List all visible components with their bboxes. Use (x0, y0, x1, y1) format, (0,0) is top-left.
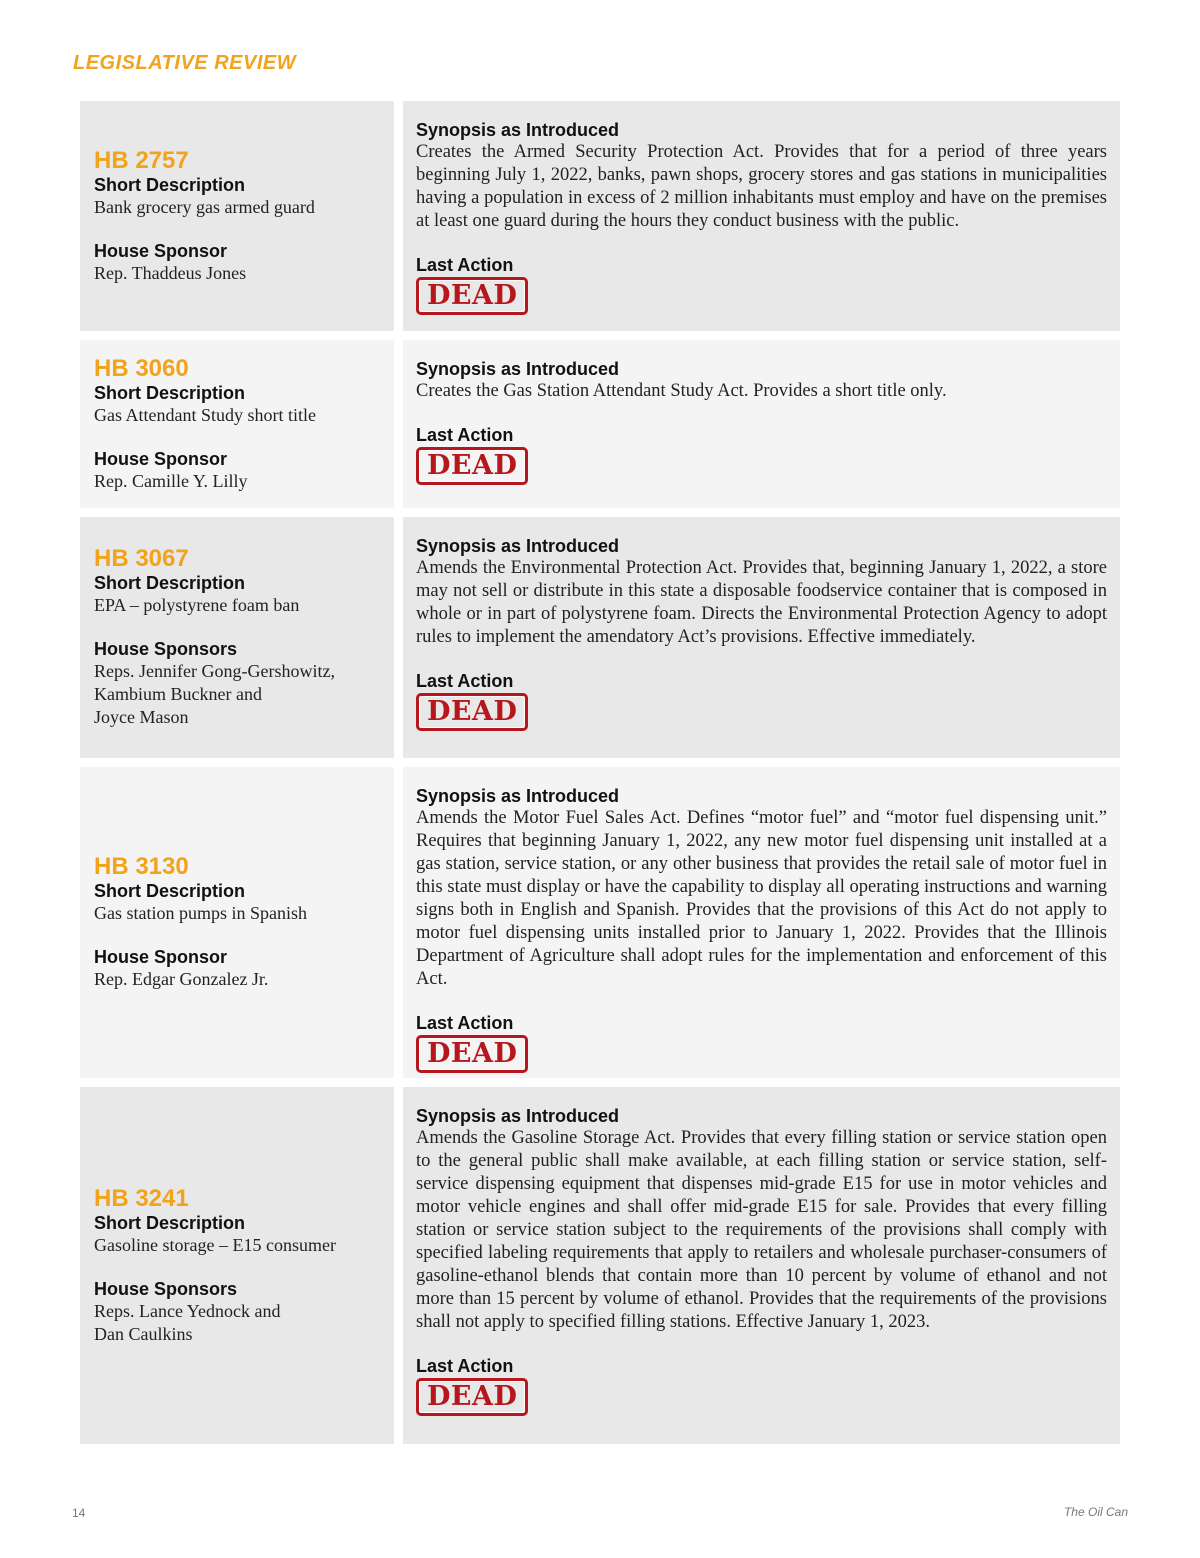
synopsis-text: Amends the Motor Fuel Sales Act. Defines “motor fuel” and “motor fuel dispensing unit.” Requires that beginning January 1, 2022, any new motor fuel dispensing unit installed at a gas station, service station, or any other business that provides the retail sale of motor fuel in this state must display or have the capability to display all operating instructions and warning signs both in English and Spanish. Provides that the provisions of this Act do not apply to motor fuel dispensing units installed prior to January 1, 2022. Provides that the Illinois Department of Agriculture shall adopt rules for the implementation and enforcement of this Act. (416, 808, 1107, 989)
last-action-label: Last Action (416, 1013, 514, 1033)
short-description-label: Short Description (94, 174, 246, 195)
sponsor-label: House Sponsors (94, 639, 238, 659)
bill-number: HB 3241 (94, 1184, 189, 1212)
bill-summary (80, 340, 394, 508)
last-action-label: Last Action (416, 425, 514, 445)
bill-number: HB 3067 (94, 545, 189, 572)
synopsis-label: Synopsis as Introduced (416, 359, 620, 379)
bill-row (80, 340, 1120, 508)
synopsis-label: Synopsis as Introduced (416, 1106, 620, 1126)
bill-row (80, 101, 1120, 331)
synopsis-text: Amends the Gasoline Storage Act. Provides that every filling station or service station open to the general public shall make available, at each filling station or service station, self-service dispensing equipment that dispenses mid-grade E15 for use in motor vehicles and motor vehicle engines and shall offer mid-grade E15 for sale. Provides that every filling station or service station subject to the requirements of the provisions shall comply with specified labeling requirements that apply to retailers and wholesale purchaser-consumers of gasoline-ethanol blends that contain more than 10 percent by volume of ethanol and not more than 15 percent by volume of ethanol. Provides that the requirements of the provisions shall not apply to specified filling stations. Effective January 1, 2023. (416, 1128, 1107, 1332)
bill-number: HB 3060 (94, 354, 189, 382)
page-number: 14 (72, 1506, 86, 1520)
short-description-label: Short Description (94, 573, 246, 593)
bill-summary (80, 101, 394, 331)
bill-details (403, 101, 1120, 331)
bill-number: HB 3130 (94, 853, 189, 880)
short-description-label: Short Description (94, 1212, 246, 1233)
sponsor-name: Rep. Camille Y. Lilly (94, 470, 248, 491)
short-description: Bank grocery gas armed guard (94, 196, 315, 217)
sponsor-label: House Sponsor (94, 240, 228, 261)
sponsor-name: Kambium Buckner and (94, 684, 262, 704)
bill-row (80, 767, 1120, 1078)
bill-details (403, 517, 1120, 758)
publication-name: The Oil Can (1063, 1505, 1128, 1519)
last-action-label: Last Action (416, 671, 514, 691)
bill-details (403, 1087, 1120, 1444)
short-description: Gas station pumps in Spanish (94, 903, 308, 923)
bill-details (403, 767, 1120, 1078)
sponsor-name: Joyce Mason (94, 707, 189, 727)
synopsis-label: Synopsis as Introduced (416, 120, 620, 140)
short-description: Gas Attendant Study short title (94, 404, 316, 425)
sponsor-name: Reps. Lance Yednock and (94, 1300, 281, 1321)
dead-stamp: DEAD (416, 277, 528, 315)
short-description-label: Short Description (94, 382, 246, 403)
bill-row (80, 517, 1120, 758)
bill-summary (80, 517, 394, 758)
dead-stamp: DEAD (416, 693, 528, 731)
bill-number: HB 2757 (94, 146, 189, 174)
dead-stamp: DEAD (416, 1035, 528, 1073)
short-description-label: Short Description (94, 881, 246, 901)
dead-stamp: DEAD (416, 447, 528, 485)
sponsor-name: Rep. Thaddeus Jones (94, 262, 247, 283)
sponsor-label: House Sponsor (94, 448, 228, 469)
sponsor-label: House Sponsors (94, 1278, 238, 1299)
synopsis-text: Creates the Gas Station Attendant Study Act. Provides a short title only. (416, 381, 947, 401)
short-description: Gasoline storage – E15 consumer (94, 1234, 336, 1255)
sponsor-label: House Sponsor (94, 947, 228, 967)
bill-row (80, 1087, 1120, 1444)
bill-summary (80, 767, 394, 1078)
bill-summary (80, 1087, 394, 1444)
sponsor-name: Reps. Jennifer Gong-Gershowitz, (94, 661, 335, 681)
short-description: EPA – polystyrene foam ban (94, 595, 300, 615)
last-action-label: Last Action (416, 1356, 514, 1376)
synopsis-label: Synopsis as Introduced (416, 536, 620, 556)
bill-details (403, 340, 1120, 508)
section-title: LEGISLATIVE REVIEW (73, 52, 297, 74)
last-action-label: Last Action (416, 255, 514, 275)
synopsis-text: Creates the Armed Security Protection Act. Provides that for a period of three years beginning July 1, 2022, banks, pawn shops, grocery stores and gas stations in municipalities having a population in excess of 2 million inhabitants must employ and have on the premises at least one guard during the hours they conduct business with the public. (416, 142, 1107, 231)
sponsor-name: Rep. Edgar Gonzalez Jr. (94, 969, 269, 989)
synopsis-text: Amends the Environmental Protection Act. Provides that, beginning January 1, 2022, a store may not sell or distribute in this state a disposable foodservice container that is composed in whole or in part of polystyrene foam. Directs the Environmental Protection Agency to adopt rules to implement the amendatory Act’s provisions. Effective immediately. (416, 558, 1107, 647)
dead-stamp: DEAD (416, 1378, 528, 1416)
sponsor-name: Dan Caulkins (94, 1323, 193, 1344)
synopsis-label: Synopsis as Introduced (416, 786, 620, 806)
